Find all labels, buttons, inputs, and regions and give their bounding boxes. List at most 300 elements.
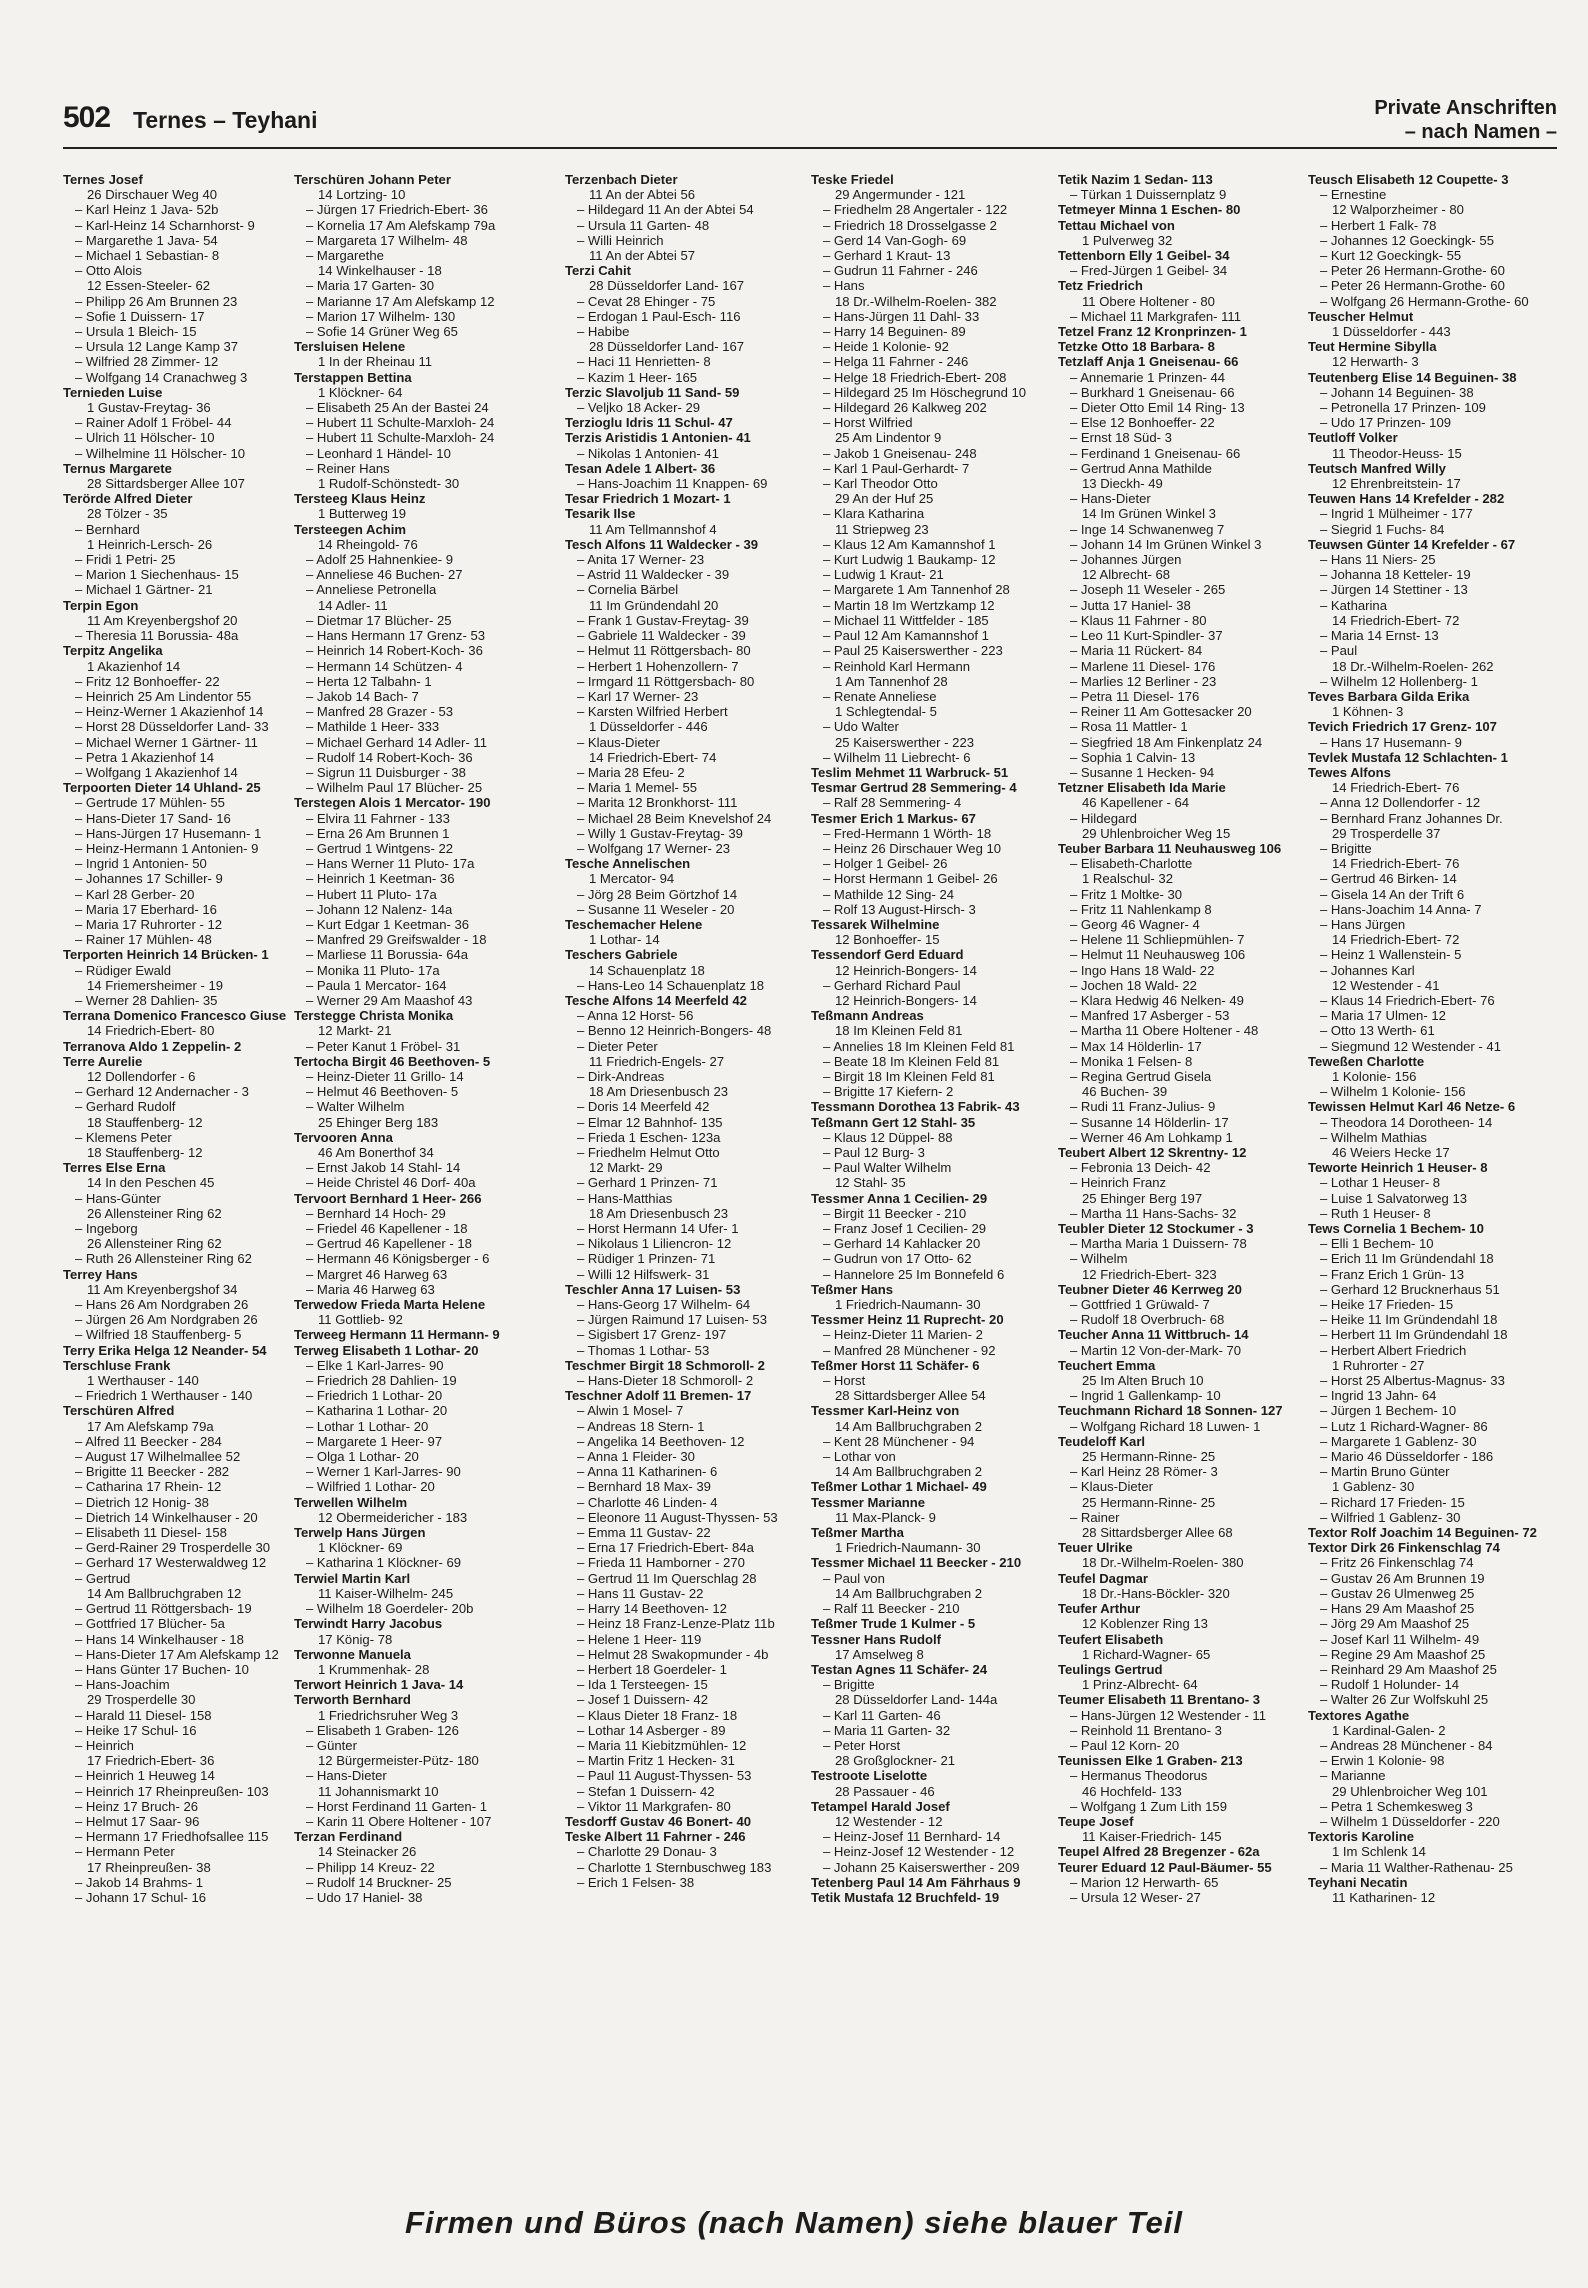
listing-head-entry: Terstappen Bettina: [294, 369, 412, 385]
listing-sub-entry: – Jürgen 1 Bechem- 10: [1320, 1403, 1457, 1419]
listing-sub-entry: – Elisabeth-Charlotte: [1070, 856, 1193, 872]
listing-sub-entry: – Ruth 1 Heuser- 8: [1320, 1205, 1431, 1221]
listing-address-line: 1 Realschul- 32: [1082, 871, 1173, 887]
listing-address-line: 26 Allensteiner Ring 62: [87, 1236, 222, 1252]
listing-head-entry: Terwonne Manuela: [294, 1646, 411, 1662]
listing-sub-entry: – Reiner 11 Am Gottesacker 20: [1070, 704, 1252, 720]
listing-head-entry: Terweg Elisabeth 1 Lothar- 20: [294, 1342, 479, 1358]
listing-sub-entry: – Harry 14 Beethoven- 12: [577, 1601, 727, 1617]
listing-sub-entry: – Regine 29 Am Maashof 25: [1320, 1646, 1486, 1662]
listing-sub-entry: – Wilfried 1 Lothar- 20: [306, 1479, 435, 1495]
listing-sub-entry: – Dirk-Andreas: [577, 1068, 665, 1084]
listing-sub-entry: – Fritz 1 Moltke- 30: [1070, 886, 1183, 902]
listing-sub-entry: – Jutta 17 Haniel- 38: [1070, 597, 1191, 613]
listing-sub-entry: – Heinz-Josef 11 Bernhard- 14: [823, 1829, 1001, 1845]
listing-sub-entry: – Monika 11 Pluto- 17a: [306, 962, 440, 978]
listing-sub-entry: – Holger 1 Geibel- 26: [823, 856, 948, 872]
listing-sub-entry: – Monika 1 Felsen- 8: [1070, 1053, 1193, 1069]
listing-sub-entry: – Ernestine: [1320, 187, 1387, 203]
listing-sub-entry: – Fritz 26 Finkenschlag 74: [1320, 1555, 1474, 1571]
listing-sub-entry: – Marlene 11 Diesel- 176: [1070, 658, 1216, 674]
listing-sub-entry: – Erdogan 1 Paul-Esch- 116: [577, 308, 741, 324]
listing-column: [294, 172, 532, 2162]
listing-sub-entry: – Martin 12 Von-der-Mark- 70: [1070, 1342, 1242, 1358]
listing-head-entry: Teschemacher Helene: [565, 916, 703, 932]
listing-sub-entry: – Elke 1 Karl-Jarres- 90: [306, 1357, 444, 1373]
listing-sub-entry: – Günter: [306, 1737, 357, 1753]
listing-head-entry: Teschers Gabriele: [565, 947, 678, 963]
listing-sub-entry: – Gertrud 46 Kapellener - 18: [306, 1236, 472, 1252]
listing-sub-entry: – Wolfgang 17 Werner- 23: [577, 840, 731, 856]
listing-sub-entry: – Wilfried 18 Stauffenberg- 5: [75, 1327, 242, 1343]
listing-sub-entry: – Klaus 12 Am Kamannshof 1: [823, 536, 996, 552]
listing-head-entry: Terpin Egon: [63, 597, 139, 613]
listing-head-entry: Teubert Albert 12 Skrentny- 12: [1058, 1145, 1247, 1160]
listing-address-line: 1 Düsseldorfer - 446: [589, 719, 708, 735]
listing-sub-entry: – Cornelia Bärbel: [577, 582, 679, 598]
listing-head-entry: Terschüren Alfred: [63, 1403, 175, 1419]
listing-sub-entry: – Maria 17 Ruhrorter - 12: [75, 916, 223, 932]
listing-address-line: 1 Friedrichsruher Weg 3: [318, 1707, 459, 1723]
listing-sub-entry: – Hans-Leo 14 Schauenplatz 18: [577, 977, 765, 993]
listing-sub-entry: – Katharina 1 Klöckner- 69: [306, 1555, 462, 1571]
listing-sub-entry: – Heinrich 1 Heuweg 14: [75, 1768, 215, 1784]
listing-head-entry: Teutenberg Elise 14 Beguinen- 38: [1308, 369, 1517, 385]
listing-head-entry: Teßmer Trude 1 Kulmer - 5: [811, 1616, 976, 1632]
listing-sub-entry: – Franz Erich 1 Grün- 13: [1320, 1266, 1465, 1282]
listing-head-entry: Testroote Liselotte: [811, 1768, 928, 1784]
listing-sub-entry: – Harald 11 Diesel- 158: [75, 1707, 212, 1723]
listing-sub-entry: – Hans 11 Niers- 25: [1320, 552, 1436, 568]
listing-address-line: 46 Kapellener - 64: [1082, 795, 1190, 811]
listing-address-line: 1 Am Tannenhof 28: [835, 673, 948, 689]
listing-head-entry: Teusch Elisabeth 12 Coupette- 3: [1308, 172, 1509, 187]
listing-sub-entry: – Dieter Peter: [577, 1038, 658, 1054]
listing-sub-entry: – Heinrich 17 Rheinpreußen- 103: [75, 1783, 269, 1799]
listing-sub-entry: – Marita 12 Bronkhorst- 111: [577, 795, 738, 811]
listing-sub-entry: – Klaus Dieter 18 Franz- 18: [577, 1707, 738, 1723]
page-number: 502: [63, 101, 111, 134]
listing-sub-entry: – Karl-Heinz 14 Scharnhorst- 9: [75, 217, 255, 233]
listing-sub-entry: – Hans 29 Am Maashof 25: [1320, 1601, 1475, 1617]
listing-sub-entry: – Klaus 11 Fahrner - 80: [1070, 612, 1207, 628]
listing-address-line: 1 Butterweg 19: [318, 506, 407, 522]
listing-sub-entry: – Lutz 1 Richard-Wagner- 86: [1320, 1418, 1488, 1434]
listing-sub-entry: – Rüdiger Ewald: [75, 962, 172, 978]
listing-sub-entry: – Johannes Jürgen: [1070, 552, 1182, 568]
listing-address-line: 11 Johannismarkt 10: [318, 1783, 439, 1799]
listing-sub-entry: – Margarethe: [306, 248, 384, 264]
listing-sub-entry: – Rolf 13 August-Hirsch- 3: [823, 901, 976, 917]
listing-sub-entry: – Gerd-Rainer 29 Trosperdelle 30: [75, 1540, 271, 1556]
listing-sub-entry: – Heinz 18 Franz-Lenze-Platz 11b: [577, 1616, 775, 1632]
listing-sub-entry: – Johanna 18 Ketteler- 19: [1320, 567, 1471, 583]
listing-sub-entry: – Erna 26 Am Brunnen 1: [306, 825, 450, 841]
listing-sub-entry: – Lothar 14 Asberger - 89: [577, 1722, 726, 1738]
listing-sub-entry: – Jürgen 14 Stettiner - 13: [1320, 582, 1468, 598]
listing-sub-entry: – Johann 25 Kaiserswerther - 209: [823, 1859, 1020, 1875]
listing-sub-entry: – Ursula 11 Garten- 48: [577, 217, 710, 233]
listing-head-entry: Tetzel Franz 12 Kronprinzen- 1: [1058, 324, 1247, 340]
listing-sub-entry: – Helge 18 Friedrich-Ebert- 208: [823, 369, 1007, 385]
listing-sub-entry: – Margarethe 1 Java- 54: [75, 232, 218, 248]
listing-sub-entry: – Ferdinand 1 Gneisenau- 66: [1070, 445, 1241, 461]
listing-sub-entry: – Anna 12 Horst- 56: [577, 1008, 694, 1024]
listing-sub-entry: – Wilhelmine 11 Hölscher- 10: [75, 445, 246, 461]
listing-address-line: 25 Hermann-Rinne- 25: [1082, 1494, 1216, 1510]
listing-sub-entry: – Paul 11 August-Thyssen- 53: [577, 1768, 752, 1784]
listing-head-entry: Teske Friedel: [811, 172, 894, 187]
listing-sub-entry: – Mathilde 1 Heer- 333: [306, 719, 440, 735]
listing-head-entry: Teslim Mehmet 11 Warbruck- 51: [811, 764, 1009, 780]
listing-head-entry: Teuwen Hans 14 Krefelder - 282: [1308, 491, 1505, 507]
listing-head-entry: Tettau Michael von: [1058, 217, 1175, 233]
listing-sub-entry: – Friedhelm Helmut Otto: [577, 1145, 720, 1160]
listing-address-line: 14 Friedrich-Ebert- 76: [1332, 856, 1460, 872]
listing-head-entry: Teufert Elisabeth: [1058, 1631, 1164, 1647]
listing-sub-entry: – Josef 1 Duissern- 42: [577, 1692, 709, 1708]
listing-head-entry: Tetenberg Paul 14 Am Fährhaus 9: [811, 1874, 1021, 1890]
listing-address-line: 12 Dollendorfer - 6: [87, 1068, 196, 1084]
footer-note: Firmen und Büros (nach Namen) siehe blauer Teil: [405, 2205, 1183, 2240]
listing-head-entry: Teufel Dagmar: [1058, 1570, 1148, 1586]
listing-sub-entry: – Josef Karl 11 Wilhelm- 49: [1320, 1631, 1480, 1647]
listing-sub-entry: – Ralf 28 Semmering- 4: [823, 795, 962, 811]
listing-sub-entry: – Helmut 11 Röttgersbach- 80: [577, 643, 751, 659]
listing-sub-entry: – Gerhard 1 Kraut- 13: [823, 248, 951, 264]
listing-head-entry: Terwelp Hans Jürgen: [294, 1525, 426, 1541]
listing-sub-entry: – Klaus-Dieter: [577, 734, 660, 750]
listing-sub-entry: – Heide Christel 46 Dorf- 40a: [306, 1175, 476, 1191]
section-subtitle: – nach Namen –: [1404, 121, 1557, 143]
listing-sub-entry: – Olga 1 Lothar- 20: [306, 1449, 419, 1465]
listing-sub-entry: – Lothar 1 Heuser- 8: [1320, 1175, 1441, 1191]
listing-address-line: 11 Katharinen- 12: [1332, 1889, 1436, 1905]
listing-sub-entry: – Gottfried 17 Blücher- 5a: [75, 1616, 225, 1632]
listing-address-line: 26 Allensteiner Ring 62: [87, 1205, 222, 1221]
listing-address-line: 29 Angermunder - 121: [835, 187, 966, 203]
listing-head-entry: Testan Agnes 11 Schäfer- 24: [811, 1661, 988, 1677]
listing-sub-entry: – Petra 11 Diesel- 176: [1070, 688, 1200, 704]
listing-sub-entry: – Wilhelm Mathias: [1320, 1129, 1427, 1145]
listing-sub-entry: – Anna 11 Katharinen- 6: [577, 1464, 718, 1480]
listing-sub-entry: – Charlotte 46 Linden- 4: [577, 1494, 718, 1510]
listing-sub-entry: – Maria 11 Rückert- 84: [1070, 643, 1203, 659]
listing-head-entry: Teuer Ulrike: [1058, 1540, 1133, 1556]
listing-address-line: 1 Akazienhof 14: [87, 658, 181, 674]
listing-sub-entry: – Ingrid 1 Mülheimer - 177: [1320, 506, 1473, 522]
listing-sub-entry: – Dietmar 17 Blücher- 25: [306, 612, 452, 628]
listing-sub-entry: – Hans-Günter: [75, 1190, 161, 1206]
listing-sub-entry: – Hans Jürgen: [1320, 916, 1406, 932]
listing-address-line: 18 Dr.-Wilhelm-Roelen- 262: [1332, 658, 1494, 674]
listing-sub-entry: – Wolfgang Richard 18 Luwen- 1: [1070, 1418, 1261, 1434]
listing-sub-entry: – Hans 26 Am Nordgraben 26: [75, 1297, 249, 1313]
listing-address-line: 12 Bonhoeffer- 15: [835, 932, 940, 948]
listing-address-line: 17 Friedrich-Ebert- 36: [87, 1753, 215, 1769]
listing-sub-entry: – Elmar 12 Bahnhof- 135: [577, 1114, 723, 1130]
listing-sub-entry: – Rudolf 1 Holunder- 14: [1320, 1677, 1460, 1693]
listing-head-entry: Terzioglu Idris 11 Schul- 47: [565, 415, 733, 431]
listing-head-entry: Terstegge Christa Monika: [294, 1008, 454, 1024]
listing-column: [1058, 172, 1296, 2162]
listing-sub-entry: – Rudolf 18 Overbruch- 68: [1070, 1312, 1225, 1328]
listing-sub-entry: – Heinz-Dieter 11 Grillo- 14: [306, 1068, 464, 1084]
listing-sub-entry: – Birgit 11 Beecker - 210: [823, 1205, 967, 1221]
listing-sub-entry: – Kent 28 Münchener - 94: [823, 1433, 975, 1449]
listing-sub-entry: – Gisela 14 An der Trift 6: [1320, 886, 1465, 902]
listing-head-entry: Tetampel Harald Josef: [811, 1798, 950, 1814]
listing-sub-entry: – Susanne 14 Hölderlin- 17: [1070, 1114, 1229, 1130]
listing-sub-entry: – Harry 14 Beguinen- 89: [823, 324, 966, 340]
listing-address-line: 46 Hochfeld- 133: [1082, 1783, 1182, 1799]
listing-sub-entry: – Willy 1 Gustav-Freytag- 39: [577, 825, 743, 841]
listing-sub-entry: – Werner 29 Am Maashof 43: [306, 992, 473, 1008]
listing-sub-entry: – Ludwig 1 Kraut- 21: [823, 567, 944, 583]
listing-sub-entry: – Michael Gerhard 14 Adler- 11: [306, 734, 487, 750]
section-title: Private Anschriften: [1374, 97, 1557, 119]
listing-sub-entry: – Gertrud: [75, 1570, 131, 1586]
listing-sub-entry: – Gertrud Anna Mathilde: [1070, 460, 1212, 476]
listing-address-line: 29 Trosperdelle 30: [87, 1692, 196, 1708]
listing-sub-entry: – Cevat 28 Ehinger - 75: [577, 293, 716, 309]
listing-address-line: 11 Am Kreyenbergshof 20: [87, 612, 238, 628]
listing-address-line: 1 Pulverweg 32: [1082, 232, 1173, 248]
listing-sub-entry: – Peter Kanut 1 Fröbel- 31: [306, 1038, 461, 1054]
listing-sub-entry: – Hildegard: [1070, 810, 1137, 826]
listing-sub-entry: – Hans 14 Winkelhauser - 18: [75, 1631, 244, 1647]
listing-address-line: 1 Schlegtendal- 5: [835, 704, 937, 720]
listing-sub-entry: – Helene 1 Heer- 119: [577, 1631, 702, 1647]
listing-sub-entry: – Wilhelm 1 Düsseldorfer - 220: [1320, 1813, 1500, 1829]
listing-head-entry: Terzan Ferdinand: [294, 1829, 403, 1845]
running-title: Ternes – Teyhani: [133, 107, 318, 133]
listing-head-entry: Terpoorten Dieter 14 Uhland- 25: [63, 780, 261, 796]
listing-address-line: 28 Düsseldorfer Land- 167: [589, 278, 745, 294]
listing-sub-entry: – Thomas 1 Lothar- 53: [577, 1342, 710, 1358]
listing-sub-entry: – Fred-Hermann 1 Wörth- 18: [823, 825, 992, 841]
listing-sub-entry: – Jürgen Raimund 17 Luisen- 53: [577, 1312, 767, 1328]
listing-head-entry: Tettenborn Elly 1 Geibel- 34: [1058, 248, 1230, 264]
listing-address-line: 25 Hermann-Rinne- 25: [1082, 1449, 1216, 1465]
listing-sub-entry: – Heinrich 25 Am Lindentor 55: [75, 688, 252, 704]
listing-sub-entry: – Kornelia 17 Am Alefskamp 79a: [306, 217, 496, 233]
listing-address-line: 14 Friedrich-Ebert- 72: [1332, 932, 1460, 948]
listing-head-entry: Teuber Barbara 11 Neuhausweg 106: [1058, 840, 1282, 856]
listing-address-line: 28 Düsseldorfer Land- 144a: [835, 1692, 998, 1708]
listing-sub-entry: – Gerhard 17 Westerwaldweg 12: [75, 1555, 267, 1571]
listing-sub-entry: – Hermann 14 Schützen- 4: [306, 658, 463, 674]
listing-sub-entry: – Wolfgang 14 Cranachweg 3: [75, 369, 248, 385]
listing-address-line: 11 Am Kreyenbergshof 34: [87, 1281, 238, 1297]
listing-sub-entry: – Reinhold 11 Brentano- 3: [1070, 1722, 1222, 1738]
listing-head-entry: Tesche Annelischen: [565, 856, 691, 872]
listing-sub-entry: – Karl 11 Garten- 46: [823, 1707, 941, 1723]
listing-sub-entry: – Maria 17 Ulmen- 12: [1320, 1008, 1446, 1024]
listing-sub-entry: – Karl 17 Werner- 23: [577, 688, 699, 704]
listing-address-line: 28 Sittardsberger Allee 54: [835, 1388, 986, 1404]
listing-sub-entry: – Heinz-Werner 1 Akazienhof 14: [75, 704, 264, 720]
listing-sub-entry: – Gertrud 11 Im Querschlag 28: [577, 1570, 757, 1586]
listing-sub-entry: – Katharina: [1320, 597, 1387, 613]
listing-sub-entry: – Elvira 11 Fahrner - 133: [306, 810, 450, 826]
listing-head-entry: Terschüren Johann Peter: [294, 172, 451, 187]
listing-sub-entry: – Max 14 Hölderlin- 17: [1070, 1038, 1202, 1054]
listing-sub-entry: – Renate Anneliese: [823, 688, 937, 704]
listing-sub-entry: – Siegfried 18 Am Finkenplatz 24: [1070, 734, 1263, 750]
listing-address-line: 1 Friedrich-Naumann- 30: [835, 1540, 981, 1556]
listing-sub-entry: – Friedhelm 28 Angertaler - 122: [823, 202, 1008, 218]
listing-sub-entry: – Hans Hermann 17 Grenz- 53: [306, 628, 486, 644]
listing-address-line: 28 Düsseldorfer Land- 167: [589, 339, 745, 355]
listing-head-entry: Teubner Dieter 46 Kerrweg 20: [1058, 1281, 1242, 1297]
listing-head-entry: Textor Rolf Joachim 14 Beguinen- 72: [1308, 1525, 1537, 1541]
listing-sub-entry: – Maria 11 Walther-Rathenau- 25: [1320, 1859, 1513, 1875]
listing-address-line: 11 Max-Planck- 9: [835, 1509, 936, 1525]
listing-sub-entry: – Elli 1 Bechem- 10: [1320, 1236, 1434, 1252]
listing-sub-entry: – Johannes 12 Goeckingk- 55: [1320, 232, 1494, 248]
listing-sub-entry: – Maria 28 Efeu- 2: [577, 764, 685, 780]
listing-address-line: 12 Obermeidericher - 183: [318, 1509, 468, 1525]
listing-head-entry: Tesche Alfons 14 Meerfeld 42: [565, 992, 747, 1008]
listing-address-line: 11 Striepweg 23: [835, 521, 929, 537]
listing-address-line: 14 Friedrich-Ebert- 74: [589, 749, 717, 765]
listing-sub-entry: – Klara Hedwig 46 Nelken- 49: [1070, 992, 1244, 1008]
listing-sub-entry: – Klaus 14 Friedrich-Ebert- 76: [1320, 992, 1495, 1008]
listing-sub-entry: – Mario 46 Düsseldorfer - 186: [1320, 1449, 1494, 1465]
listing-sub-entry: – Peter 26 Hermann-Grothe- 60: [1320, 263, 1505, 279]
listing-sub-entry: – Herbert 1 Falk- 78: [1320, 217, 1437, 233]
listing-address-line: 25 Am Lindentor 9: [835, 430, 942, 446]
listing-address-line: 17 König- 78: [318, 1631, 393, 1647]
listing-head-entry: Teves Barbara Gilda Erika: [1308, 688, 1470, 704]
listing-head-entry: Teulings Gertrud: [1058, 1661, 1163, 1677]
listing-sub-entry: – Margarete 1 Heer- 97: [306, 1433, 443, 1449]
listing-sub-entry: – Horst: [823, 1373, 866, 1389]
listing-sub-entry: – Paul 12 Am Kamannshof 1: [823, 628, 989, 644]
listing-head-entry: Teßmann Gert 12 Stahl- 35: [811, 1114, 976, 1130]
listing-head-entry: Ternes Josef: [63, 172, 143, 187]
listing-head-entry: Teschmer Birgit 18 Schmoroll- 2: [565, 1357, 765, 1373]
listing-sub-entry: – Lothar 1 Lothar- 20: [306, 1418, 429, 1434]
listing-address-line: 11 An der Abtei 57: [589, 248, 696, 264]
listing-address-line: 11 Im Gründendahl 20: [589, 597, 719, 613]
listing-sub-entry: – Hermann Peter: [75, 1844, 175, 1860]
listing-address-line: 17 Amselweg 8: [835, 1646, 924, 1662]
listing-sub-entry: – Dietrich 14 Winkelhauser - 20: [75, 1509, 258, 1525]
listing-address-line: 28 Großglockner- 21: [835, 1753, 956, 1769]
listing-sub-entry: – Udo 17 Prinzen- 109: [1320, 415, 1452, 431]
listing-sub-entry: – Brigitte 17 Kiefern- 2: [823, 1084, 954, 1100]
listing-head-entry: Ternus Margarete: [63, 460, 172, 476]
listing-sub-entry: – Hans 11 Gustav- 22: [577, 1585, 704, 1601]
listing-sub-entry: – Willi 12 Hilfswerk- 31: [577, 1266, 710, 1282]
listing-sub-entry: – Ingrid 1 Antonien- 50: [75, 856, 207, 872]
listing-head-entry: Teut Hermine Sibylla: [1308, 339, 1437, 355]
listing-sub-entry: – Brigitte: [823, 1677, 875, 1693]
listing-address-line: 1 Köhnen- 3: [1332, 704, 1404, 720]
listing-address-line: 11 Kaiser-Wilhelm- 245: [318, 1585, 454, 1601]
listing-column: [811, 172, 1049, 2162]
listing-sub-entry: – Leo 11 Kurt-Spindler- 37: [1070, 628, 1223, 644]
listing-sub-entry: – Frank 1 Gustav-Freytag- 39: [577, 612, 749, 628]
listing-sub-entry: – Margareta 17 Wilhelm- 48: [306, 232, 468, 248]
listing-sub-entry: – August 17 Wilhelmallee 52: [75, 1449, 241, 1465]
listing-sub-entry: – Annelies 18 Im Kleinen Feld 81: [823, 1038, 1015, 1054]
listing-sub-entry: – Hans 17 Husemann- 9: [1320, 734, 1462, 750]
listing-sub-entry: – Gertrud 46 Birken- 14: [1320, 871, 1457, 887]
listing-sub-entry: – Friedrich 1 Werthauser - 140: [75, 1388, 253, 1404]
listing-sub-entry: – Erwin 1 Kolonie- 98: [1320, 1753, 1445, 1769]
listing-sub-entry: – Kazim 1 Heer- 165: [577, 369, 698, 385]
listing-sub-entry: – Hildegard 26 Kalkweg 202: [823, 400, 987, 416]
listing-sub-entry: – Hans-Jürgen 11 Dahl- 33: [823, 308, 980, 324]
listing-sub-entry: – Helmut 17 Saar- 96: [75, 1813, 200, 1829]
listing-head-entry: Tersteegen Achim: [294, 521, 407, 537]
listing-sub-entry: – Wolfgang 26 Hermann-Grothe- 60: [1320, 293, 1529, 309]
listing-address-line: 1 In der Rheinau 11: [318, 354, 433, 370]
listing-address-line: 14 Am Ballbruchgraben 2: [835, 1585, 983, 1601]
listing-address-line: 14 Lortzing- 10: [318, 187, 406, 203]
listing-sub-entry: – Paul 25 Kaiserswerther - 223: [823, 643, 1003, 659]
listing-head-entry: Teutsch Manfred Willy: [1308, 460, 1446, 476]
listing-sub-entry: – Gabriele 11 Waldecker - 39: [577, 628, 746, 644]
listing-address-line: 14 Friedrich-Ebert- 80: [87, 1023, 215, 1039]
listing-sub-entry: – Horst Wilfried: [823, 415, 913, 431]
listing-head-entry: Terstegen Alois 1 Mercator- 190: [294, 795, 491, 811]
listing-address-line: 25 Ehinger Berg 197: [1082, 1190, 1203, 1206]
listing-address-line: 12 Heinrich-Bongers- 14: [835, 962, 977, 978]
listing-sub-entry: – Petronella 17 Prinzen- 109: [1320, 400, 1486, 416]
listing-address-line: 12 Stahl- 35: [835, 1175, 906, 1191]
listing-sub-entry: – Martha Maria 1 Duissern- 78: [1070, 1236, 1247, 1252]
listing-sub-entry: – Heinz-Dieter 11 Marien- 2: [823, 1327, 983, 1343]
listing-address-line: 18 Im Kleinen Feld 81: [835, 1023, 963, 1039]
listing-sub-entry: – Otto Alois: [75, 263, 142, 279]
listing-head-entry: Teßmann Andreas: [811, 1008, 924, 1024]
listing-sub-entry: – Rudolf 14 Bruckner- 25: [306, 1874, 452, 1890]
listing-address-line: 1 Kardinal-Galen- 2: [1332, 1722, 1446, 1738]
listing-head-entry: Tervoort Bernhard 1 Heer- 266: [294, 1190, 482, 1206]
listing-sub-entry: – Hans-Jürgen 12 Westender - 11: [1070, 1707, 1267, 1723]
listing-sub-entry: – Herbert Albert Friedrich: [1320, 1342, 1467, 1358]
listing-sub-entry: – Hans-Dieter 17 Sand- 16: [75, 810, 231, 826]
listing-head-entry: Textoris Karoline: [1308, 1829, 1414, 1845]
listing-sub-entry: – Paula 1 Mercator- 164: [306, 977, 447, 993]
listing-sub-entry: – Ralf 11 Beecker - 210: [823, 1601, 960, 1617]
listing-sub-entry: – Benno 12 Heinrich-Bongers- 48: [577, 1023, 772, 1039]
listing-sub-entry: – Heike 11 Im Gründendahl 18: [1320, 1312, 1498, 1328]
listing-sub-entry: – Irmgard 11 Röttgersbach- 80: [577, 673, 755, 689]
listing-sub-entry: – Maria 1 Memel- 55: [577, 780, 698, 796]
listing-sub-entry: – Wilhelm 18 Goerdeler- 20b: [306, 1601, 474, 1617]
listing-sub-entry: – Ingeborg: [75, 1221, 138, 1237]
listing-sub-entry: – Georg 46 Wagner- 4: [1070, 916, 1200, 932]
listing-sub-entry: – Horst Hermann 14 Ufer- 1: [577, 1221, 739, 1237]
listing-head-entry: Tesmer Erich 1 Markus- 67: [811, 810, 976, 826]
listing-head-entry: Terzic Slavoljub 11 Sand- 59: [565, 384, 740, 400]
listing-sub-entry: – Paul 12 Korn- 20: [1070, 1737, 1180, 1753]
listing-address-line: 1 Lothar- 14: [589, 932, 660, 948]
listing-sub-entry: – Luise 1 Salvatorweg 13: [1320, 1190, 1468, 1206]
listing-sub-entry: – Angelika 14 Beethoven- 12: [577, 1433, 745, 1449]
listing-head-entry: Teyhani Necatin: [1308, 1874, 1408, 1890]
listing-sub-entry: – Franz Josef 1 Cecilien- 29: [823, 1221, 987, 1237]
listing-head-entry: Tewes Alfons: [1308, 764, 1391, 780]
listing-sub-entry: – Wilhelm 1 Kolonie- 156: [1320, 1084, 1466, 1100]
listing-sub-entry: – Joseph 11 Weseler - 265: [1070, 582, 1226, 598]
listing-sub-entry: – Heinz-Josef 12 Westender - 12: [823, 1844, 1015, 1860]
